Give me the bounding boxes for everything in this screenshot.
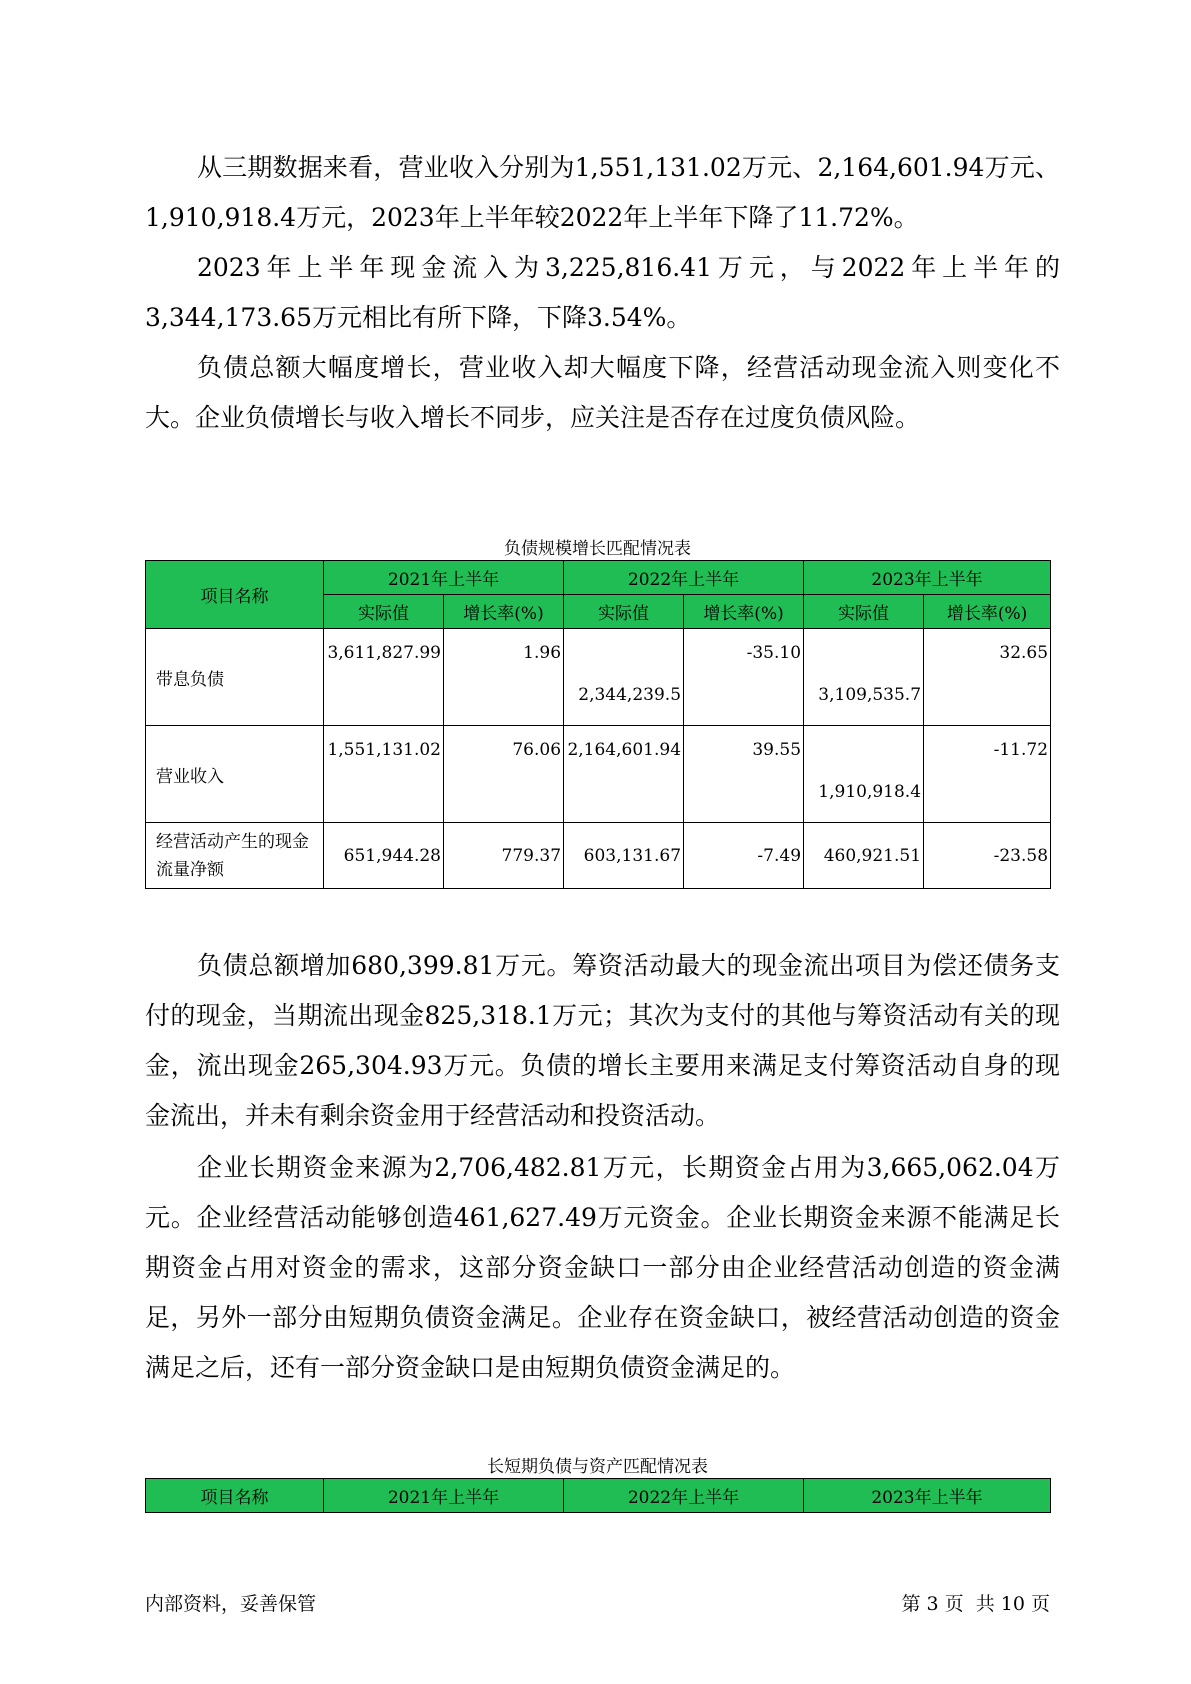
table1-caption: 负债规模增长匹配情况表 xyxy=(504,539,691,559)
table1-sub-actual: 实际值 xyxy=(324,595,444,629)
table1-sub-growth: 增长率(%) xyxy=(684,595,804,629)
cell-growth: 779.37 xyxy=(444,823,564,889)
table-row xyxy=(146,823,1051,889)
row-name: 营业收入 xyxy=(146,726,324,823)
table2-period-2023: 2023年上半年 xyxy=(804,1479,1051,1513)
cell-actual: 2,344,239.5 xyxy=(564,629,684,726)
cell-growth: 32.65 xyxy=(924,629,1051,726)
table-row xyxy=(146,726,1051,823)
page-number: 第 3 页 共 10 页 xyxy=(901,1593,1050,1615)
table2-caption: 长短期负债与资产匹配情况表 xyxy=(487,1457,708,1477)
table1-sub-actual: 实际值 xyxy=(804,595,924,629)
table2-period-2022: 2022年上半年 xyxy=(564,1479,804,1513)
table-row xyxy=(146,629,1051,726)
cell-actual: 460,921.51 xyxy=(804,823,924,889)
cell-growth: -7.49 xyxy=(684,823,804,889)
cell-actual: 1,910,918.4 xyxy=(804,726,924,823)
table1-sub-growth: 增长率(%) xyxy=(444,595,564,629)
cell-growth: -35.10 xyxy=(684,629,804,726)
debt-growth-table xyxy=(145,560,1051,889)
paragraph-1: 从三期数据来看，营业收入分别为1,551,131.02万元、2,164,601.94万元、1,910,918.4万元，2023年上半年较2022年上半年下降了11.72%。 xyxy=(145,153,1060,232)
paragraph-5: 企业长期资金来源为2,706,482.81万元，长期资金占用为3,665,062.04万元。企业经营活动能够创造461,627.49万元资金。企业长期资金来源不能满足长期资金占用对资金的需求，这部分资金缺口一部分由企业经营活动创造的资金满足，另外一部分由短期负债资金满足。企业存在资金缺口，被经营活动创造的资金满足之后，还有一部分资金缺口是由短期负债资金满足的。 xyxy=(145,1153,1060,1382)
table1-period-2023: 2023年上半年 xyxy=(804,561,1051,595)
cell-actual: 603,131.67 xyxy=(564,823,684,889)
paragraph-4: 负债总额增加680,399.81万元。筹资活动最大的现金流出项目为偿还债务支付的现金，当期流出现金825,318.1万元；其次为支付的其他与筹资活动有关的现金，流出现金265,304.93万元。负债的增长主要用来满足支付筹资活动自身的现金流出，并未有剩余资金用于经营活动和投资活动。 xyxy=(145,951,1060,1130)
long-short-debt-table xyxy=(145,1478,1051,1513)
cell-actual: 3,611,827.99 xyxy=(324,629,444,726)
paragraph-3: 负债总额大幅度增长，营业收入却大幅度下降，经营活动现金流入则变化不大。企业负债增长与收入增长不同步，应关注是否存在过度负债风险。 xyxy=(145,353,1060,432)
table2-col-item: 项目名称 xyxy=(146,1479,324,1513)
cell-actual: 2,164,601.94 xyxy=(564,726,684,823)
cell-growth: 39.55 xyxy=(684,726,804,823)
table1-sub-actual: 实际值 xyxy=(564,595,684,629)
table1-header-row xyxy=(146,561,1051,595)
cell-growth: -23.58 xyxy=(924,823,1051,889)
table1-sub-growth: 增长率(%) xyxy=(924,595,1051,629)
paragraph-2: 2023年上半年现金流入为3,225,816.41万元，与2022年上半年的3,344,173.65万元相比有所下降，下降3.54%。 xyxy=(145,253,1060,332)
table1-period-2022: 2022年上半年 xyxy=(564,561,804,595)
table1-col-item: 项目名称 xyxy=(146,561,324,629)
cell-growth: 1.96 xyxy=(444,629,564,726)
row-name: 经营活动产生的现金流量净额 xyxy=(146,823,324,889)
footer-left: 内部资料，妥善保管 xyxy=(145,1593,317,1615)
cell-actual: 3,109,535.7 xyxy=(804,629,924,726)
cell-growth: -11.72 xyxy=(924,726,1051,823)
table2-period-2021: 2021年上半年 xyxy=(324,1479,564,1513)
table2-header-row xyxy=(146,1479,1051,1513)
cell-actual: 651,944.28 xyxy=(324,823,444,889)
row-name: 带息负债 xyxy=(146,629,324,726)
cell-growth: 76.06 xyxy=(444,726,564,823)
table1-period-2021: 2021年上半年 xyxy=(324,561,564,595)
cell-actual: 1,551,131.02 xyxy=(324,726,444,823)
